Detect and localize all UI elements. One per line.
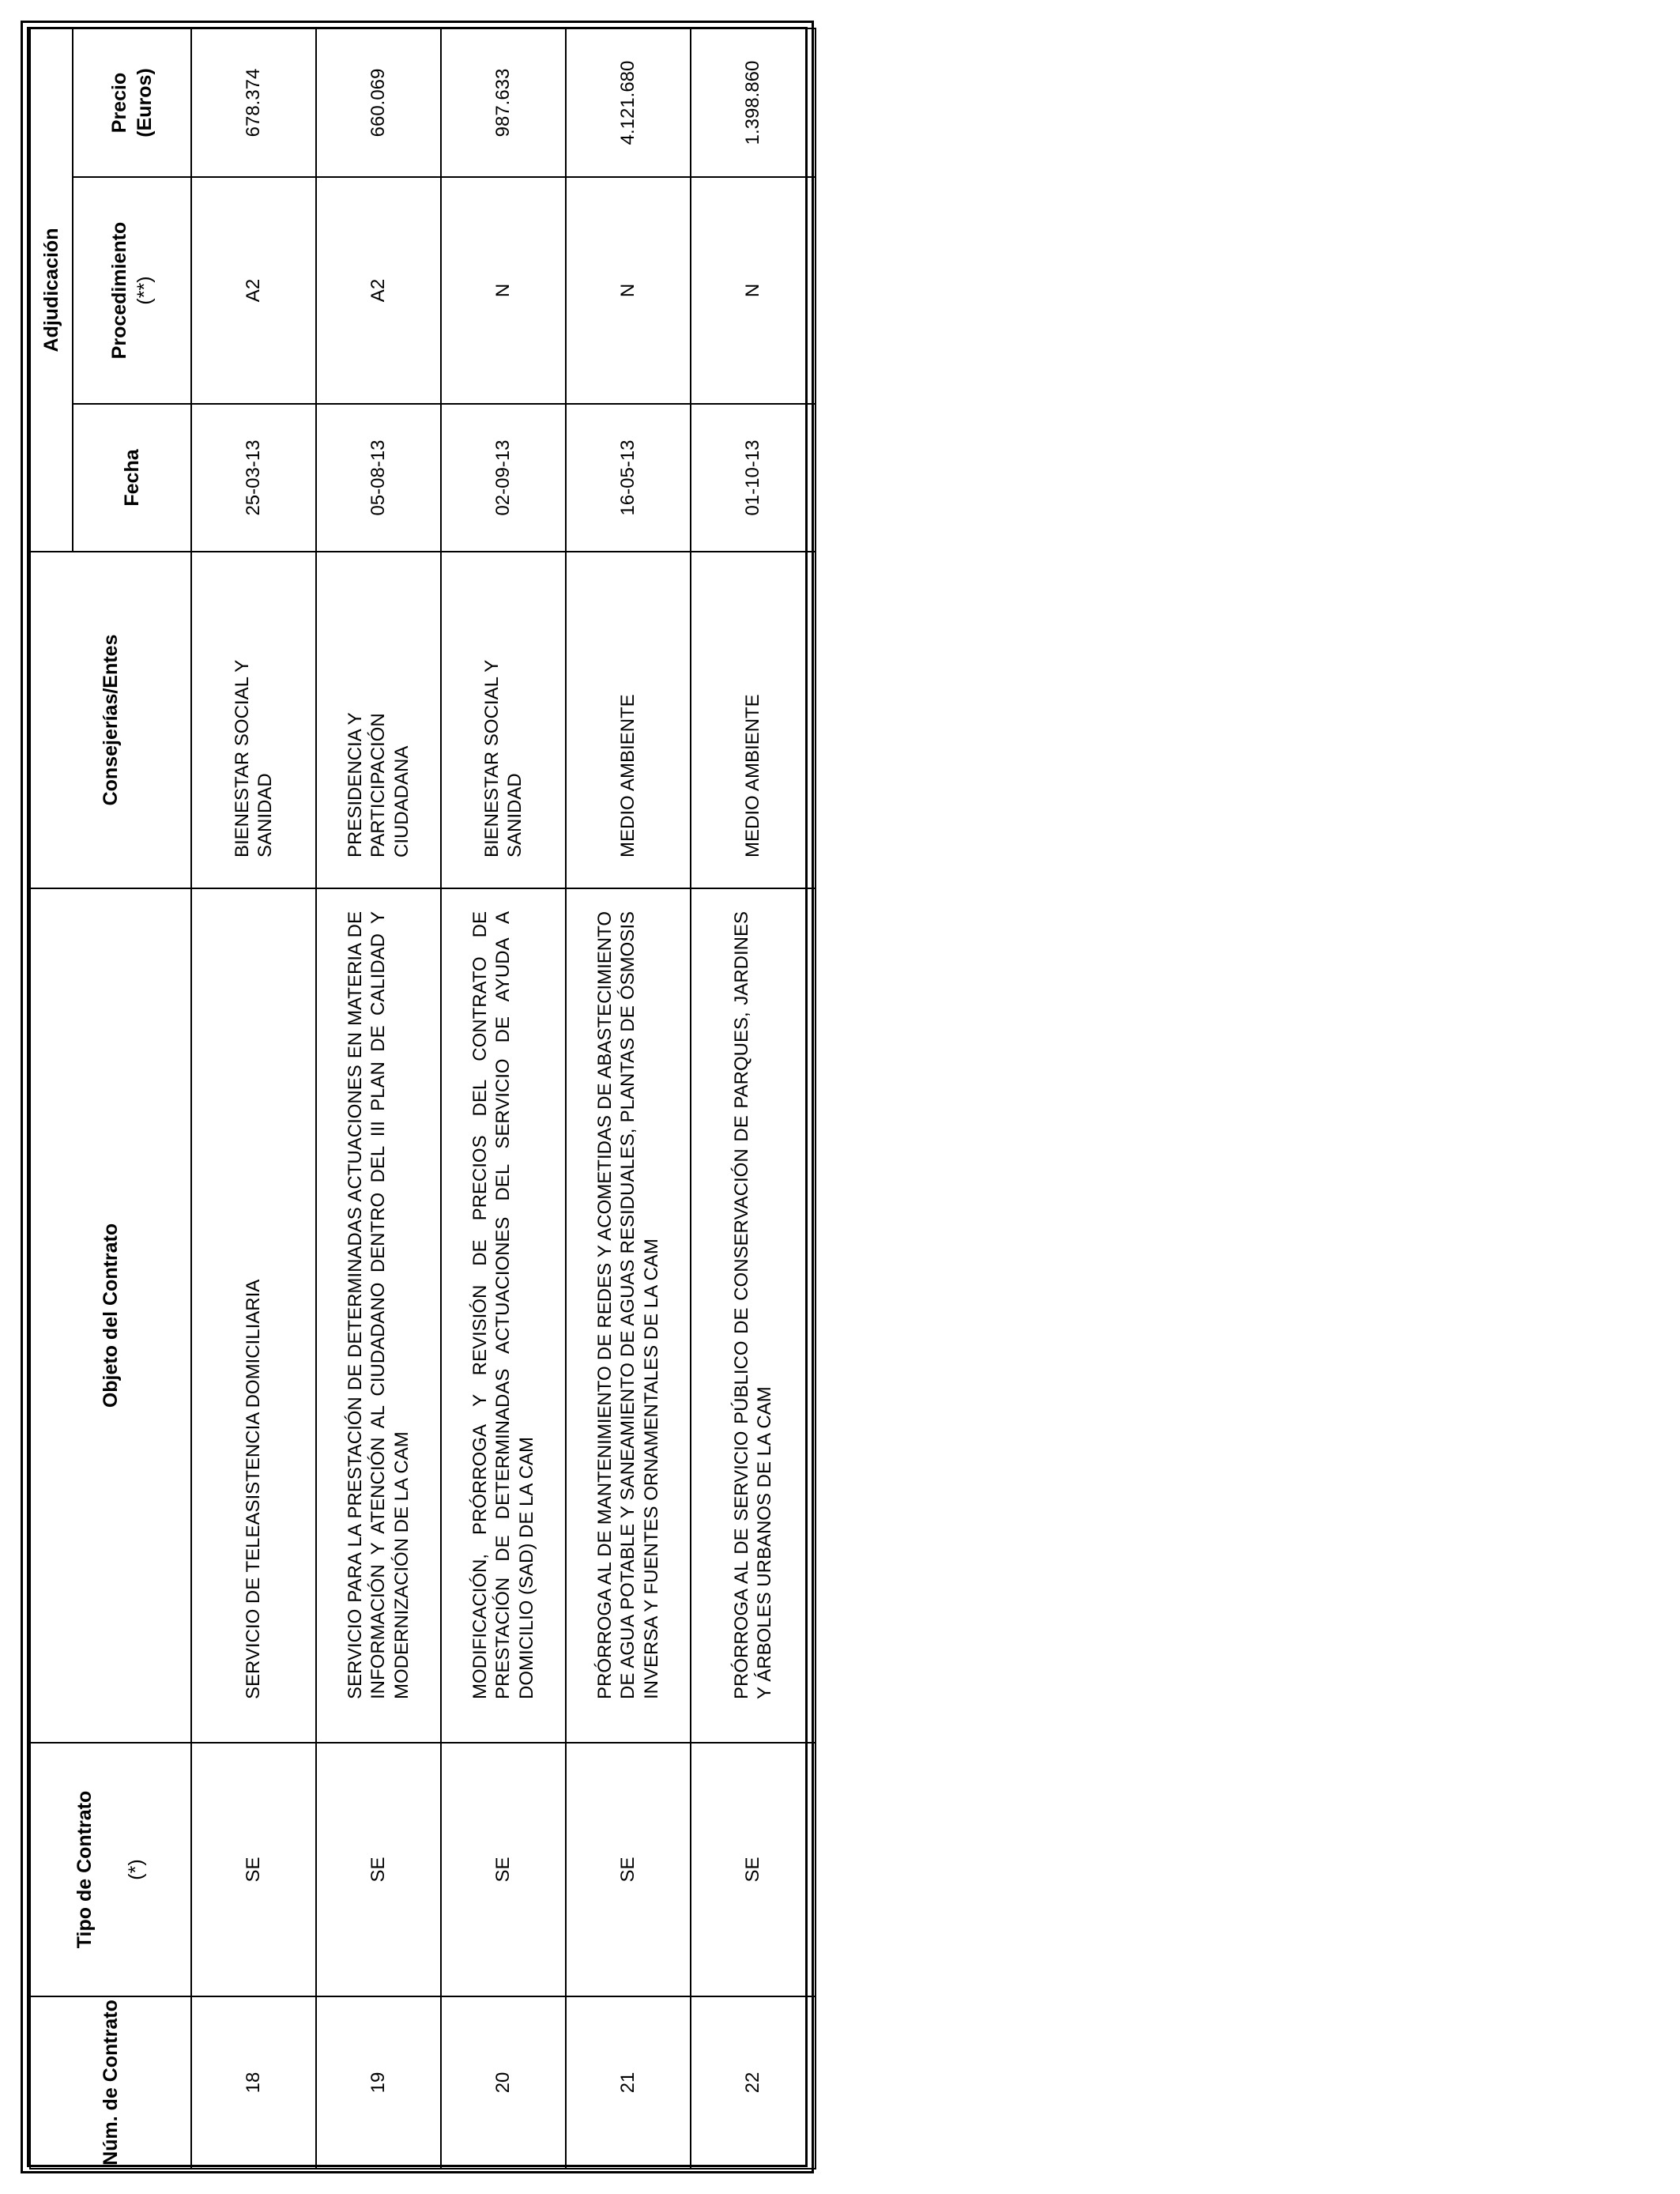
cell-fecha: 25-03-13 xyxy=(191,404,316,552)
cell-procedimiento: N xyxy=(441,177,566,404)
header-precio-unit: (Euros) xyxy=(134,68,156,138)
table-frame xyxy=(21,21,814,2173)
cell-objeto: SERVICIO DE TELEASISTENCIA DOMICILIARIA xyxy=(191,888,316,1743)
cell-precio: 678.374 xyxy=(191,28,316,177)
cell-procedimiento: A2 xyxy=(316,177,441,404)
cell-num: 19 xyxy=(316,1996,441,2169)
table-frame-inner xyxy=(27,27,808,2167)
header-objeto: Objeto del Contrato xyxy=(30,888,191,1743)
cell-fecha: 05-08-13 xyxy=(316,404,441,552)
cell-tipo: SE xyxy=(566,1743,691,1996)
cell-precio: 987.633 xyxy=(441,28,566,177)
cell-num: 21 xyxy=(566,1996,691,2169)
cell-procedimiento: N xyxy=(691,177,816,404)
cell-precio: 1.398.860 xyxy=(691,28,816,177)
cell-num: 18 xyxy=(191,1996,316,2169)
cell-num: 22 xyxy=(691,1996,816,2169)
header-tipo-note: (*) xyxy=(125,1859,148,1880)
header-tipo xyxy=(30,1743,191,1996)
cell-consejeria: MEDIO AMBIENTE xyxy=(691,552,816,888)
header-consejerias: Consejerías/Entes xyxy=(30,552,191,888)
header-adjudicacion: Adjudicación xyxy=(30,28,73,552)
header-tipo-label: Tipo de Contrato xyxy=(73,1790,96,1949)
cell-objeto: SERVICIO PARA LA PRESTACIÓN DE DETERMINADAS ACTUACIONES EN MATERIA DE INFORMACIÓN Y ATENCIÓN AL CIUDADANO DENTRO DEL III PLAN DE CALIDAD Y MODERNIZACIÓN DE LA CAM xyxy=(316,888,441,1743)
table-row xyxy=(191,28,316,2169)
cell-consejeria: MEDIO AMBIENTE xyxy=(566,552,691,888)
cell-precio: 4.121.680 xyxy=(566,28,691,177)
cell-consejeria: PRESIDENCIA Y PARTICIPACIÓN CIUDADANA xyxy=(316,552,441,888)
cell-tipo: SE xyxy=(691,1743,816,1996)
cell-fecha: 01-10-13 xyxy=(691,404,816,552)
header-precio xyxy=(73,28,191,177)
cell-num: 20 xyxy=(441,1996,566,2169)
cell-tipo: SE xyxy=(316,1743,441,1996)
cell-procedimiento: N xyxy=(566,177,691,404)
header-precio-label: Precio xyxy=(107,72,130,134)
header-fecha: Fecha xyxy=(73,404,191,552)
table-row xyxy=(316,28,441,2169)
contracts-table xyxy=(29,28,816,2169)
cell-objeto: PRÓRROGA AL DE MANTENIMIENTO DE REDES Y ACOMETIDAS DE ABASTECIMIENTO DE AGUA POTABLE Y SANEAMIENTO DE AGUAS RESIDUALES, PLANTAS DE ÓSMOSIS INVERSA Y FUENTES ORNAMENTALES DE LA CAM xyxy=(566,888,691,1743)
cell-precio: 660.069 xyxy=(316,28,441,177)
header-procedimiento-label: Procedimiento xyxy=(107,221,130,360)
cell-fecha: 16-05-13 xyxy=(566,404,691,552)
table-row xyxy=(441,28,566,2169)
table-row xyxy=(566,28,691,2169)
cell-tipo: SE xyxy=(191,1743,316,1996)
cell-objeto: PRÓRROGA AL DE SERVICIO PÚBLICO DE CONSERVACIÓN DE PARQUES, JARDINES Y ÁRBOLES URBANOS DE LA CAM xyxy=(691,888,816,1743)
cell-tipo: SE xyxy=(441,1743,566,1996)
header-num: Núm. de Contrato xyxy=(30,1996,191,2169)
cell-consejeria: BIENESTAR SOCIAL Y SANIDAD xyxy=(191,552,316,888)
rotated-table-container xyxy=(29,29,810,2169)
header-procedimiento-note: (**) xyxy=(134,276,156,305)
cell-objeto: MODIFICACIÓN, PRÓRROGA Y REVISIÓN DE PRECIOS DEL CONTRATO DE PRESTACIÓN DE DETERMINADAS ACTUACIONES DEL SERVICIO DE AYUDA A DOMICILIO (SAD) DE LA CAM xyxy=(441,888,566,1743)
header-row-1 xyxy=(30,28,73,2169)
header-procedimiento xyxy=(73,177,191,404)
cell-consejeria: BIENESTAR SOCIAL Y SANIDAD xyxy=(441,552,566,888)
cell-procedimiento: A2 xyxy=(191,177,316,404)
cell-fecha: 02-09-13 xyxy=(441,404,566,552)
table-row xyxy=(691,28,816,2169)
